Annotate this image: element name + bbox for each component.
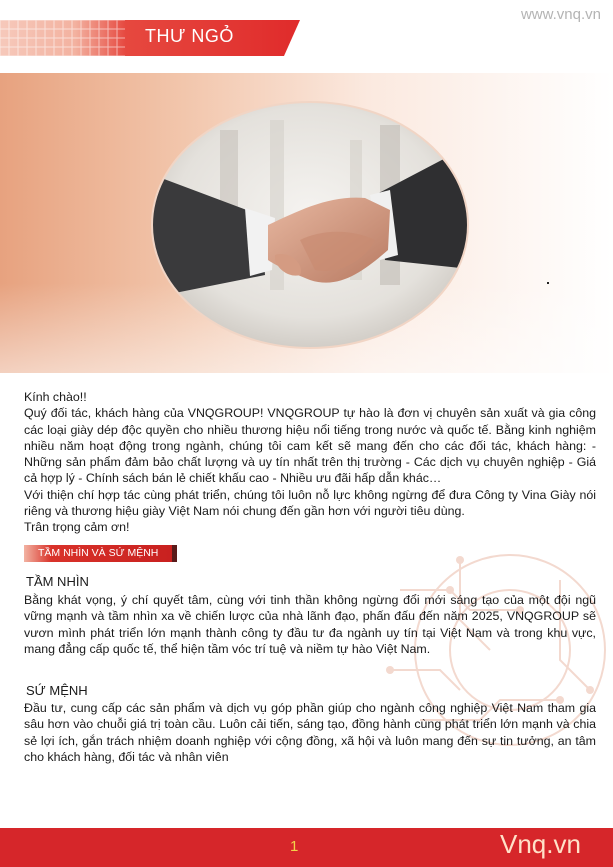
footer-logo[interactable]: Vnq.vn bbox=[500, 829, 581, 859]
greeting: Kính chào!! bbox=[24, 390, 87, 404]
section-label-bar-edge bbox=[172, 545, 177, 562]
site-url[interactable]: www.vnq.vn bbox=[520, 6, 601, 23]
mission-heading: SỨ MỆNH bbox=[26, 683, 88, 698]
vision-heading: TẦM NHÌN bbox=[26, 574, 89, 589]
mission-text: Đầu tư, cung cấp các sản phẩm và dịch vụ góp phần giúp cho ngành công nghiệp Việt Nam tham gia sâu hơn vào chuỗi giá trị toàn cầu. Luôn cải tiến, sáng tạo, đồng hành cùng phát triển lớn mạnh và chia sẻ lợi ích, gắn trách nhiệm doanh nghiệp với cộng đồng, xã hội và luôn mang đến sự tin tưởng, an tâm cho khách hàng, đối tác và nhân viên bbox=[24, 701, 596, 764]
page-title: THƯ NGỎ bbox=[145, 26, 234, 46]
intro-body-2: Với thiện chí hợp tác cùng phát triển, chúng tôi luôn nỗ lực không ngừng để đưa Công ty Vina Giày nói riêng và thương hiệu giày Việt Nam nói chung đến gần hơn với người tiêu dùng. bbox=[24, 487, 596, 519]
intro-paragraph bbox=[24, 389, 596, 536]
vision-text: Bằng khát vọng, ý chí quyết tâm, cùng với tinh thần không ngừng đổi mới sáng tạo của một đội ngũ vững mạnh và tầm nhìn xa về chiến lược của nhà lãnh đạo, phấn đấu đến năm 2025, VNQGROUP sẽ vươn mình phát triển lớn mạnh thành công ty đầu tư đa ngành uy tín tại Việt Nam và trong khu vực, mang đẳng cấp quốc tế, thể hiện tầm vóc trí tuệ và niềm tự hào Việt Nam. bbox=[24, 593, 596, 656]
circuit-pattern bbox=[360, 520, 613, 820]
closing: Trân trọng cảm ơn! bbox=[24, 520, 130, 535]
stray-dot bbox=[547, 282, 549, 284]
page-number: 1 bbox=[290, 838, 299, 855]
handshake-photo bbox=[150, 100, 470, 350]
section-label: TẦM NHÌN VÀ SỨ MỆNH bbox=[38, 547, 159, 559]
intro-body: Quý đối tác, khách hàng của VNQGROUP! VNQGROUP tự hào là đơn vị chuyên sản xuất và gia công các loại giày dép độc quyền cho nhiều thương hiệu nổi tiếng trong nước và quốc tế. Bằng kinh nghiệm nhiều năm hoạt động trong ngành, chúng tôi cam kết sẽ mang đến cho các đối tác, khách hàng: - Những sản phẩm đảm bảo chất lượng và uy tín nhất trên thị trường - Các dịch vụ chuyên nghiệp - Giá cả hợp lý - Chính sách bán lẻ chiết khấu cao - Nhiều ưu đãi hấp dẫn khác… bbox=[24, 406, 596, 486]
